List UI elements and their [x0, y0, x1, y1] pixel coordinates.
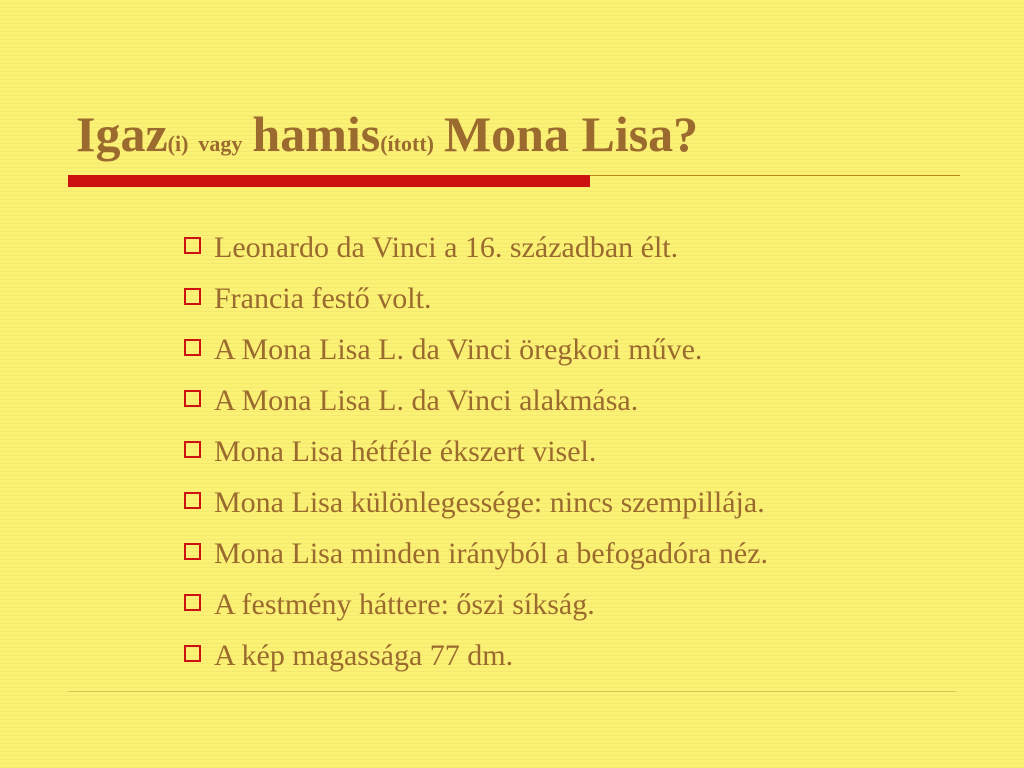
statement-text: Mona Lisa minden irányból a befogadóra néz.	[214, 536, 768, 570]
hollow-square-icon	[184, 492, 201, 509]
list-item	[184, 222, 768, 273]
list-item	[184, 273, 768, 324]
title-word-vagy: vagy	[198, 131, 243, 156]
statement-list	[184, 222, 768, 681]
slide-title	[76, 104, 698, 174]
hollow-square-icon	[184, 390, 201, 407]
list-item	[184, 579, 768, 630]
statement-text: Francia festő volt.	[214, 281, 432, 315]
statement-text: Mona Lisa hétféle ékszert visel.	[214, 434, 597, 468]
title-word-mona-lisa: Mona Lisa?	[443, 106, 699, 162]
list-item	[184, 375, 768, 426]
list-item	[184, 528, 768, 579]
title-suffix-i: (i)	[167, 131, 189, 156]
list-item	[184, 630, 768, 681]
statement-text: A kép magassága 77 dm.	[214, 638, 514, 672]
list-item	[184, 324, 768, 375]
statement-text: A festmény háttere: őszi síkság.	[214, 587, 595, 621]
hollow-square-icon	[184, 543, 201, 560]
hollow-square-icon	[184, 288, 201, 305]
statement-text: Mona Lisa különlegessége: nincs szempillája.	[214, 485, 765, 519]
statement-text: A Mona Lisa L. da Vinci alakmása.	[214, 383, 639, 417]
hollow-square-icon	[184, 339, 201, 356]
title-underline-thin	[590, 175, 960, 176]
statement-text: A Mona Lisa L. da Vinci öregkori műve.	[214, 332, 703, 366]
footer-divider	[68, 691, 956, 692]
hollow-square-icon	[184, 645, 201, 662]
list-item	[184, 477, 768, 528]
statement-text: Leonardo da Vinci a 16. században élt.	[214, 230, 679, 264]
list-item	[184, 426, 768, 477]
title-word-hamis: hamis	[252, 106, 381, 162]
title-word-igaz: Igaz	[76, 106, 168, 162]
hollow-square-icon	[184, 237, 201, 254]
title-underline-thick	[68, 175, 590, 187]
hollow-square-icon	[184, 594, 201, 611]
hollow-square-icon	[184, 441, 201, 458]
title-suffix-itott: (ított)	[380, 131, 434, 156]
